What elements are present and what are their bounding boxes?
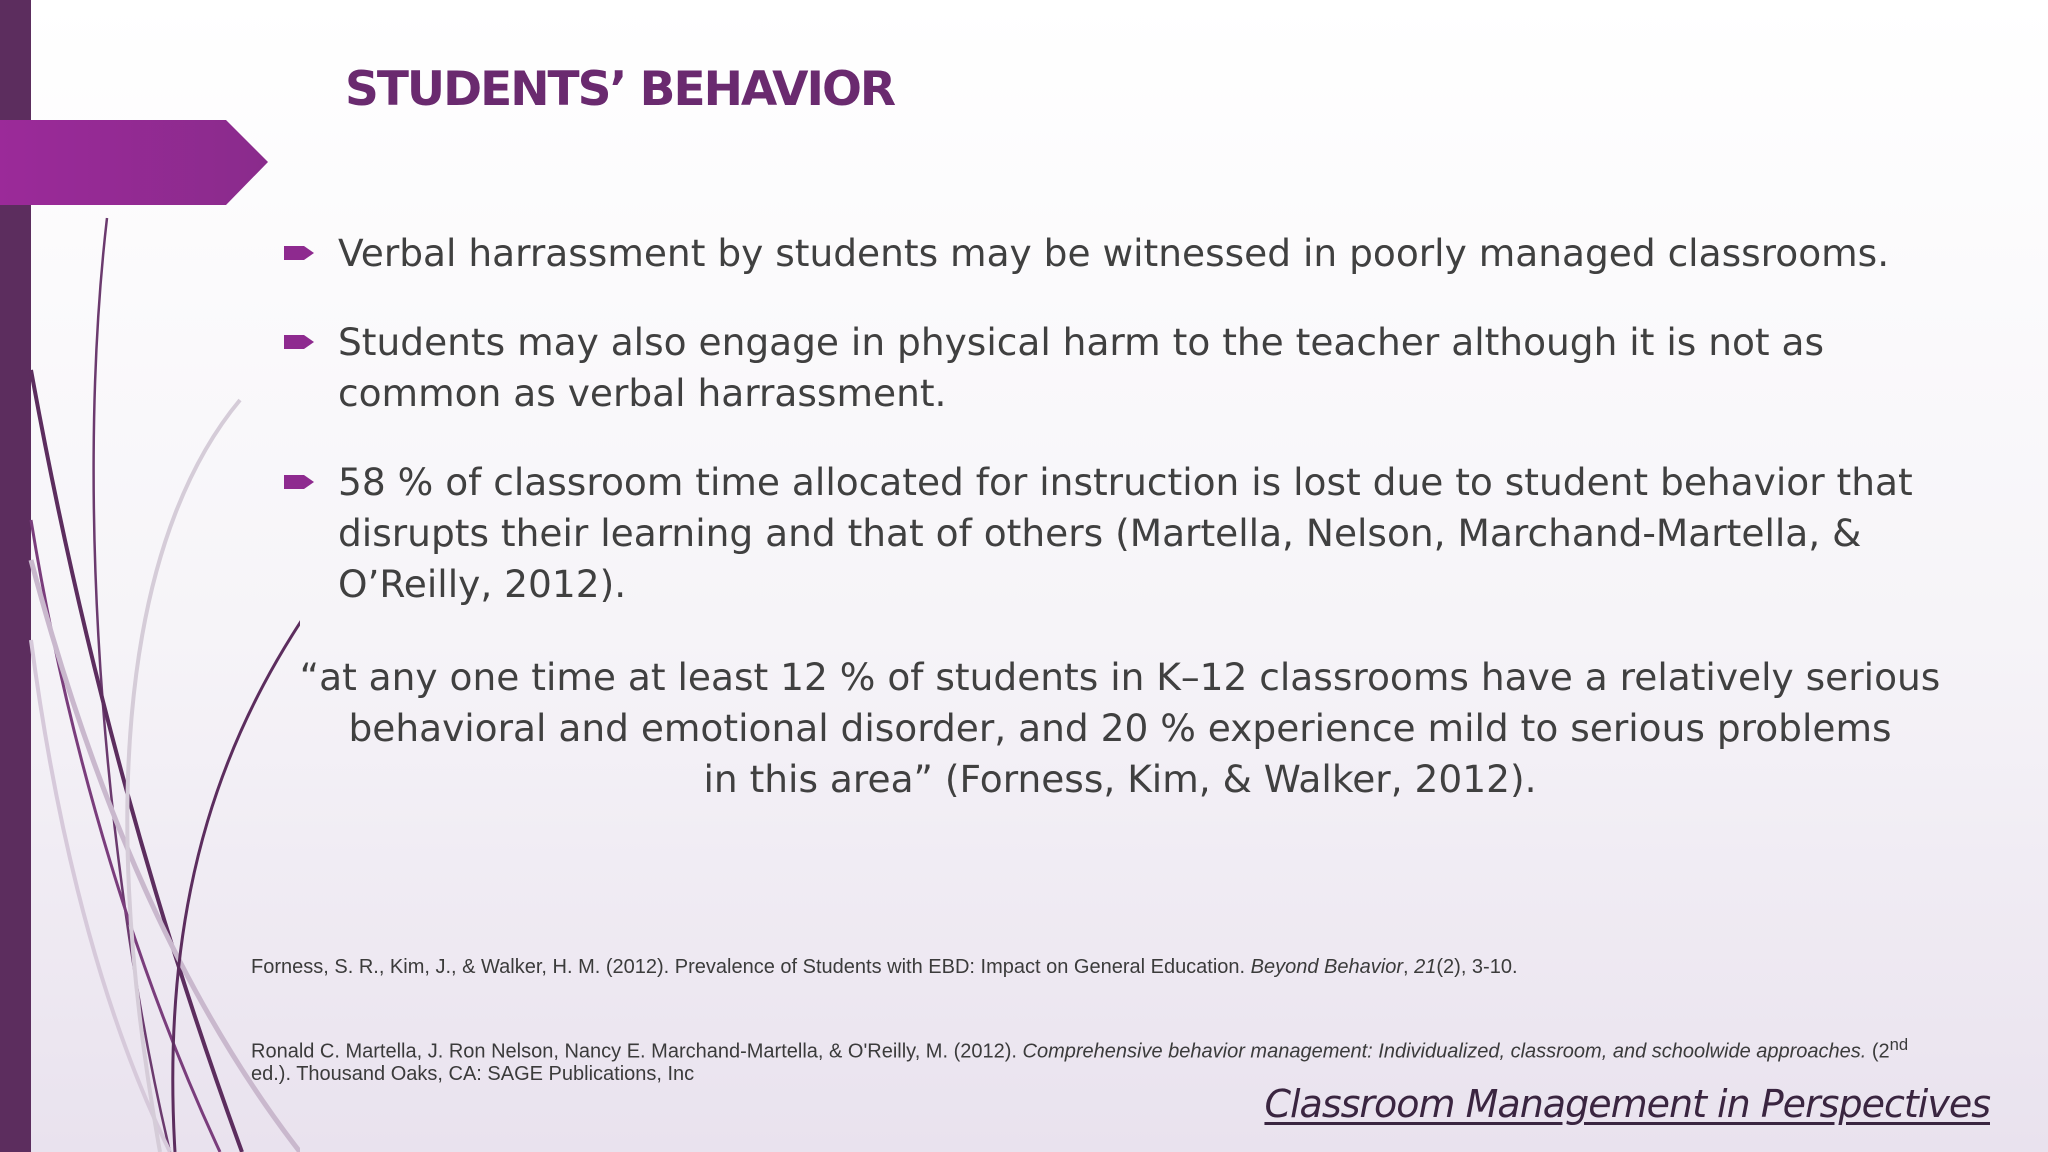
arrow-bullet-icon xyxy=(284,242,318,264)
quote-block xyxy=(290,652,1950,805)
reference-text: ed.). Thousand Oaks, CA: SAGE Publications, Inc xyxy=(251,1062,695,1085)
arrow-bullet-icon xyxy=(284,331,318,353)
arrow-bullet-icon xyxy=(284,471,318,493)
quote-line: “at any one time at least 12 % of students in K–12 classrooms have a relatively serious xyxy=(299,655,1941,699)
reference-journal: Beyond Behavior xyxy=(1250,956,1403,978)
reference-text: Forness, S. R., Kim, J., & Walker, H. M. (2012). Prevalence of Students with EBD: Impact on General Education. xyxy=(251,956,1251,978)
reference-text: (2), 3-10. xyxy=(1436,956,1518,978)
bullet-text: Students may also engage in physical harm to the teacher although it is not as common as verbal harrassment. xyxy=(338,320,1825,415)
slide-title: STUDENTS’ BEHAVIOR xyxy=(345,62,895,117)
reference-forness xyxy=(251,956,1931,978)
footer-title: Classroom Management in Perspectives xyxy=(1264,1082,1990,1126)
bullet-item xyxy=(282,317,1942,419)
reference-text: Ronald C. Martella, J. Ron Nelson, Nancy E. Marchand-Martella, & O'Reilly, M. (2012). xyxy=(251,1040,1023,1063)
quote-line: behavioral and emotional disorder, and 20 % experience mild to serious problems xyxy=(348,706,1892,750)
bullet-item xyxy=(282,228,1942,279)
reference-martella xyxy=(251,1034,1931,1085)
bullet-text: 58 % of classroom time allocated for instruction is lost due to student behavior that disrupts their learning and that of others (Martella, Nelson, Marchand-Martella, & O’Reilly, 2012). xyxy=(338,460,1913,606)
reference-book-title: Comprehensive behavior management: Individualized, classroom, and schoolwide approaches. xyxy=(1022,1040,1867,1063)
quote-line: in this area” (Forness, Kim, & Walker, 2012). xyxy=(703,757,1537,801)
reference-volume: 21 xyxy=(1414,956,1437,978)
bullet-item xyxy=(282,457,1942,610)
bullet-text: Verbal harrassment by students may be witnessed in poorly managed classrooms. xyxy=(338,231,1890,275)
reference-superscript: nd xyxy=(1889,1035,1909,1054)
reference-text: , xyxy=(1403,956,1415,978)
bullet-list xyxy=(282,228,1942,648)
reference-text: (2 xyxy=(1866,1040,1890,1063)
title-arrow-banner xyxy=(0,120,268,205)
